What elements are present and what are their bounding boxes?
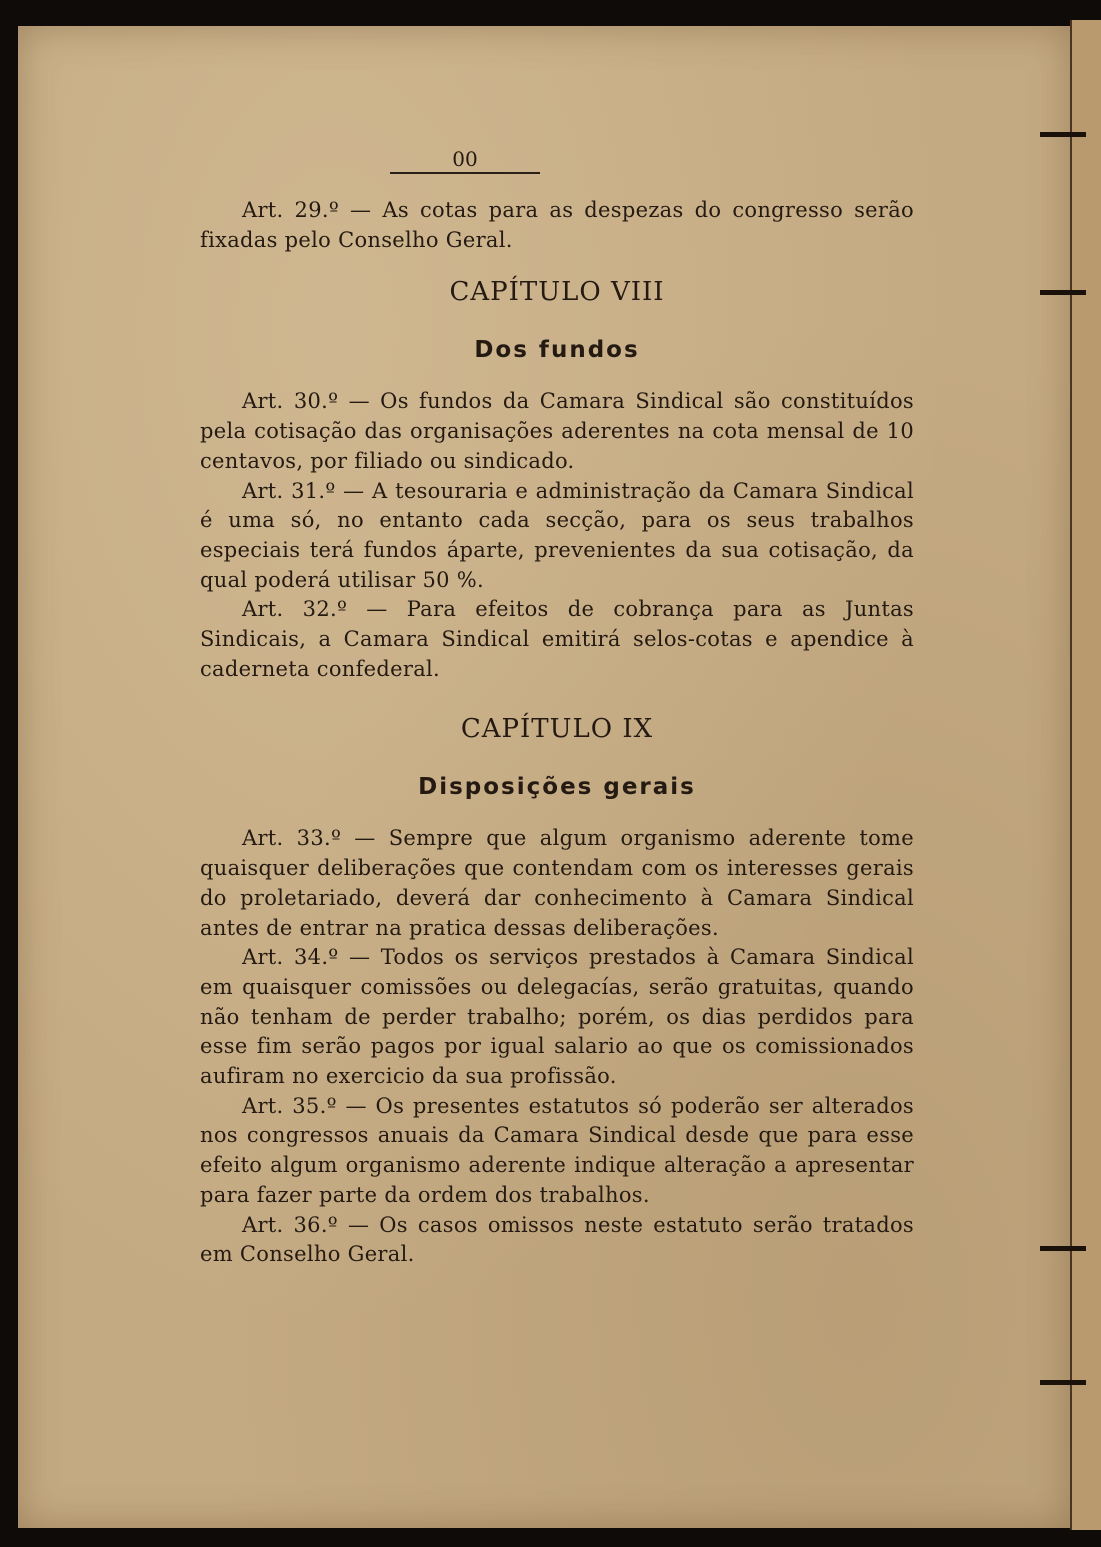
binding-stitch <box>1040 1380 1086 1385</box>
binding-stitch <box>1040 290 1086 295</box>
article-32: Art. 32.º — Para efeitos de cobrança para as Juntas Sindicais, a Camara Sindical emitirá selos-cotas e apendice à caderneta confederal. <box>200 597 914 681</box>
page-number: 00 <box>390 148 540 174</box>
section-heading: Dos fundos <box>474 337 640 364</box>
article-33: Art. 33.º — Sempre que algum organismo aderente tome quaisquer deliberações que contendam com os interesses gerais do proletariado, deverá dar conhecimento à Camara Sindical antes de entrar na pratica dessas deliberações. <box>200 826 914 940</box>
chapter-heading: CAPÍTULO IX <box>460 714 654 745</box>
page-body <box>200 148 914 1270</box>
article-30: Art. 30.º — Os fundos da Camara Sindical são constituídos pela cotisação das organisações aderentes na cota mensal de 10 centavos, por filiado ou sindicado. <box>200 389 914 473</box>
binding-stitch <box>1040 132 1086 137</box>
article-34: Art. 34.º — Todos os serviços prestados à Camara Sindical em quaisquer comissões ou delegacías, serão gratuitas, quando não tenham de perder trabalho; porém, os dias perdidos para esse fim serão pagos por igual salario ao que os comissionados aufiram no exercicio da sua profissão. <box>200 945 914 1089</box>
chapter-heading: CAPÍTULO VIII <box>449 277 665 308</box>
article-31: Art. 31.º — A tesouraria e administração da Camara Sindical é uma só, no entanto cada secção, para os seus trabalhos especiais terá fundos áparte, prevenientes da sua cotisação, da qual poderá utilisar 50 %. <box>200 478 914 592</box>
article-35: Art. 35.º — Os presentes estatutos só poderão ser alterados nos congressos anuais da Camara Sindical desde que para esse efeito algum organismo aderente indique alteração a apresentar para fazer parte da ordem dos trabalhos. <box>200 1093 914 1207</box>
article-36: Art. 36.º — Os casos omissos neste estatuto serão tratados em Conselho Geral. <box>200 1212 914 1267</box>
binding-stitch <box>1040 1246 1086 1251</box>
book-spine <box>1070 20 1101 1530</box>
article-29: Art. 29.º — As cotas para as despezas do congresso serão fixadas pelo Conselho Geral. <box>200 198 914 252</box>
section-heading: Disposições gerais <box>418 774 696 801</box>
